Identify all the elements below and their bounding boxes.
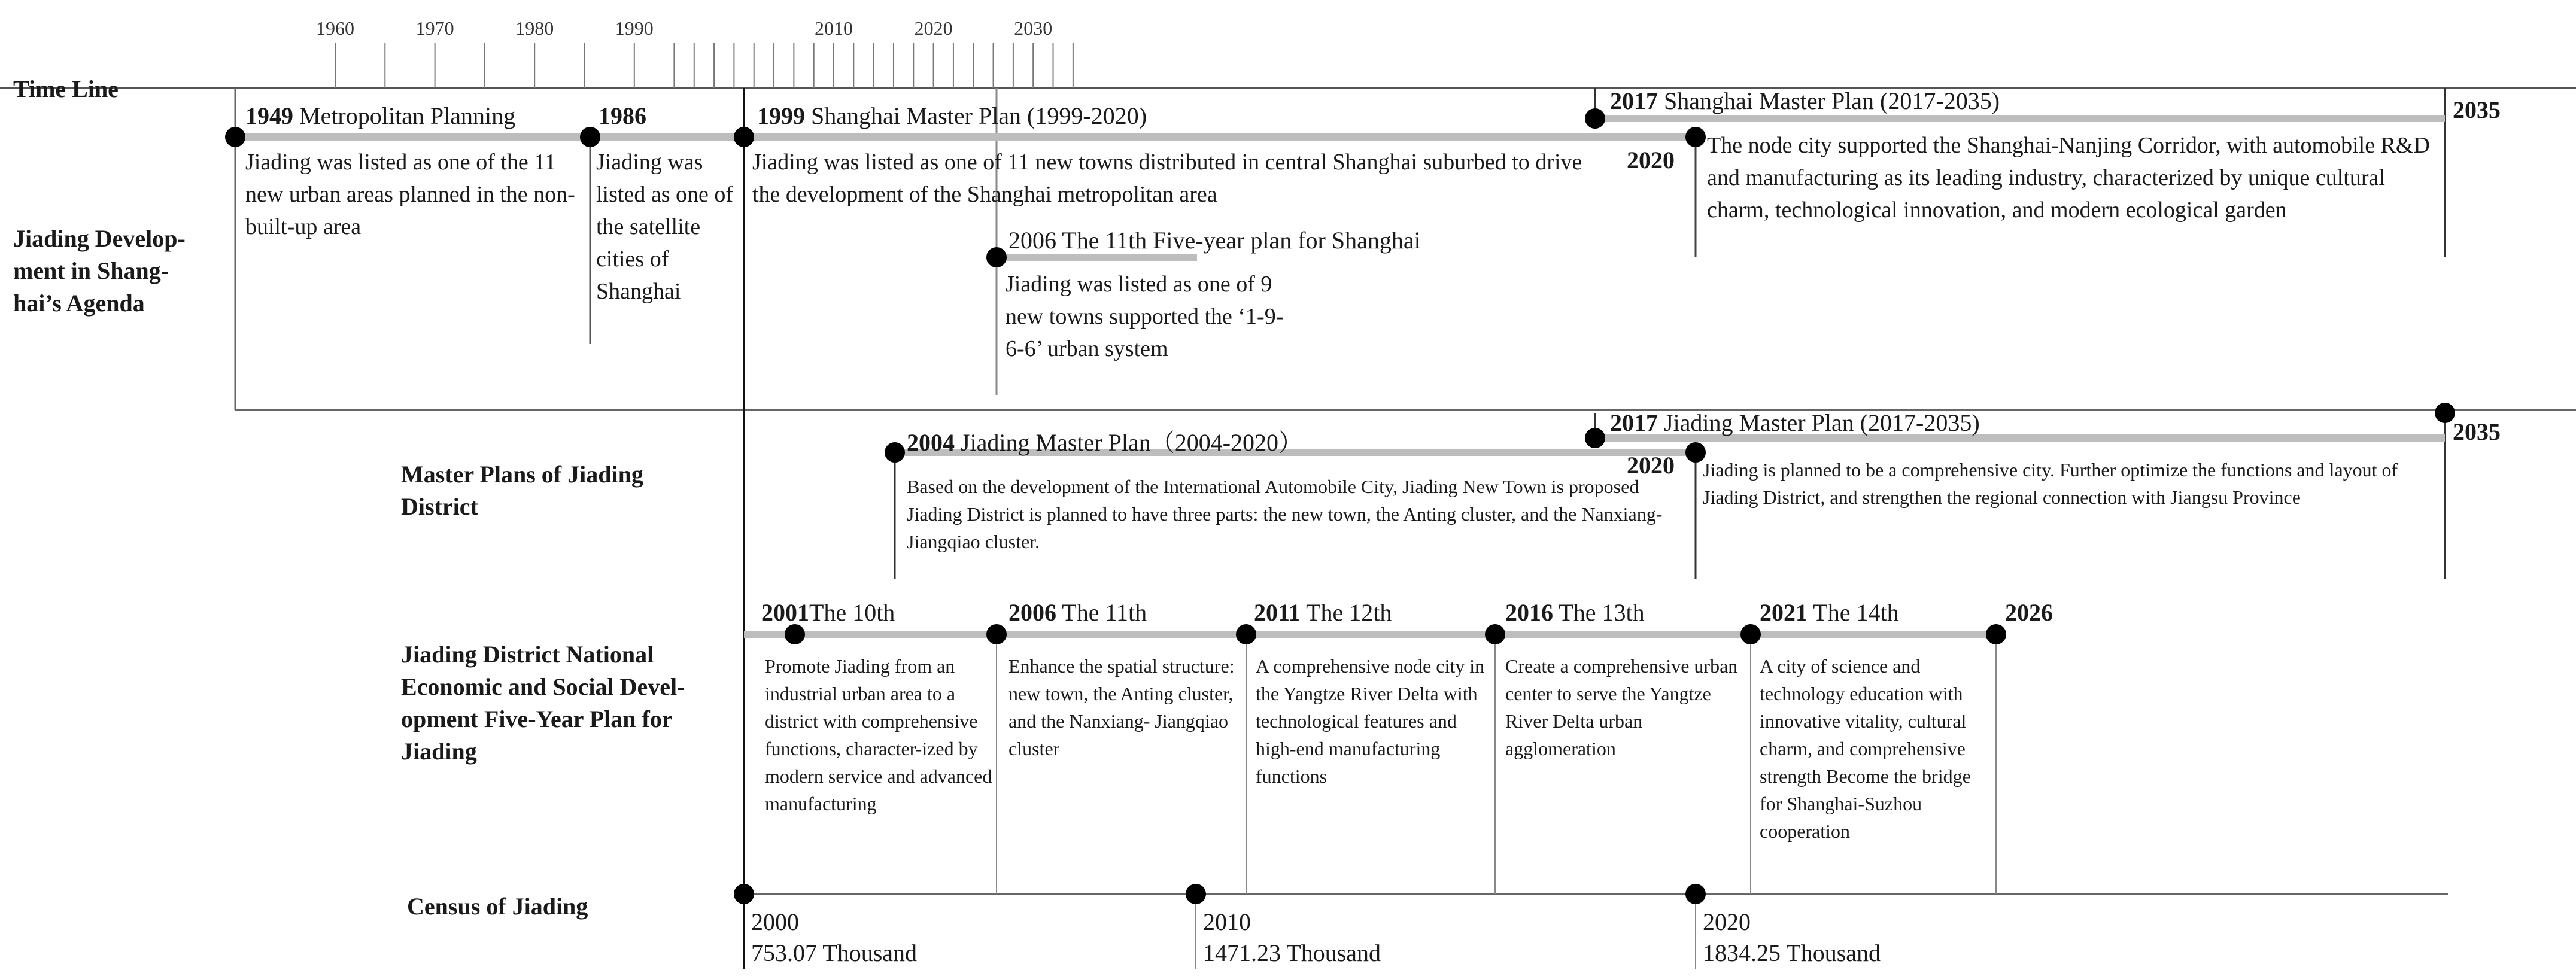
fiveyear-2011-year: 2011 (1254, 599, 1301, 626)
fiveyear-2001-desc: Promote Jiading from an industrial urban area to a district with comprehensive functions, character-ized by modern service and advanced manufacturing (765, 655, 992, 814)
jiading-2004-title (907, 424, 1302, 458)
axis-ticks (316, 17, 1073, 88)
axis-tick-label-2030: 2030 (1014, 17, 1053, 39)
fiveyear-2011-title (1254, 598, 1392, 627)
plan-2017-shanghai-end: 2035 (2453, 96, 2501, 123)
jiading-2004-name: Jiading Master Plan（2004-2020） (961, 429, 1303, 456)
jiading-2017-year: 2017 (1610, 409, 1658, 436)
dot-2010-census (1186, 884, 1206, 904)
dot-1986 (580, 127, 600, 147)
census-2000 (751, 907, 917, 969)
dot-2001-fiveyear (785, 624, 805, 644)
five-year-row-label: Jiading District National Economic and Social Devel-opment Five-Year Plan for Jiading (401, 641, 685, 765)
fiveyear-2021-desc: A city of science and technology education with innovative vitality, cultural charm, and comprehensive strength Become the bridge for Shanghai-Suzhou cooperation (1760, 655, 1971, 842)
fiveyear-2001-title (761, 598, 895, 627)
fiveyear-2016-name: The 13th (1559, 599, 1645, 626)
axis-tick-label-1970: 1970 (415, 17, 454, 39)
dot-1949 (225, 127, 245, 147)
plan-1986-title (599, 102, 646, 130)
jiading-2004-year: 2004 (907, 429, 955, 456)
plan-1986-desc: Jiading was listed as one of the satellite cities of Shanghai (596, 150, 734, 304)
axis-tick-label-2020: 2020 (914, 17, 953, 39)
plan-2006-shanghai-title: 2006 The 11th Five-year plan for Shanghai (1008, 227, 1421, 254)
plan-2017-shanghai-name: Shanghai Master Plan (2017-2035) (1664, 87, 2000, 114)
plan-2017-shanghai-desc: The node city supported the Shanghai-Nanjing Corridor, with automobile R&D and manufacturing as its leading industry, characterized by unique cultural charm, technological innovation, and modern ecological garden (1707, 133, 2430, 223)
census-2020-value: 1834.25 Thousand (1703, 940, 1881, 966)
census-2000-year: 2000 (751, 908, 799, 935)
jiading-2017-name: Jiading Master Plan (2017-2035) (1664, 409, 1980, 436)
jiading-2017-desc: Jiading is planned to be a comprehensive city. Further optimize the functions and layout of Jiading District, and strengthen the regional connection with Jiangsu Province (1703, 459, 2398, 508)
jiading-2017-title (1610, 409, 1980, 437)
fiveyear-2016-title (1505, 598, 1645, 627)
dot-2021-fiveyear (1740, 624, 1761, 644)
census-2000-value: 753.07 Thousand (751, 940, 918, 966)
plan-1999-year: 1999 (757, 102, 805, 129)
census-row-label: Census of Jiading (407, 893, 588, 920)
dot-2035-jiading (2435, 403, 2455, 423)
axis-tick-label-2010: 2010 (815, 17, 853, 39)
axis-tick-label-1960: 1960 (316, 17, 354, 39)
dot-2006-plan (986, 247, 1007, 267)
fiveyear-2011-name: The 12th (1306, 599, 1392, 626)
dot-2011-fiveyear (1236, 624, 1256, 644)
census-2010-value: 1471.23 Thousand (1203, 940, 1381, 966)
fiveyear-2006-year: 2006 (1008, 599, 1056, 626)
dot-2026-fiveyear (1986, 624, 2006, 644)
plan-1949-title (245, 102, 515, 130)
census-2020 (1703, 907, 1881, 969)
census-2010 (1203, 907, 1381, 969)
fiveyear-2006-name: The 11th (1062, 599, 1147, 626)
master-plans-row-label: Master Plans of Jiading District (401, 461, 643, 520)
census-2010-year: 2010 (1203, 908, 1251, 935)
timeline-row-label: Time Line (13, 75, 119, 102)
dot-2016-fiveyear (1485, 624, 1505, 644)
plan-1986-year: 1986 (599, 102, 646, 129)
fiveyear-2011-desc: A comprehensive node city in the Yangtze River Delta with technological features and high-end manufacturing functions (1256, 655, 1485, 787)
fiveyear-2021-title (1760, 598, 1899, 627)
fiveyear-2021-name: The 14th (1813, 599, 1899, 626)
jiading-2017-end: 2035 (2453, 418, 2501, 445)
dot-2000-census (734, 884, 754, 904)
plan-1999-name: Shanghai Master Plan (1999-2020) (811, 102, 1147, 129)
plan-1999-desc: Jiading was listed as one of 11 new towns distributed in central Shanghai suburbed to drive the development of the Shanghai metropolitan area (752, 150, 1582, 207)
fiveyear-end-year: 2026 (2005, 599, 2053, 626)
fiveyear-2006-title (1008, 598, 1147, 627)
jiading-2004-end: 2020 (1627, 452, 1675, 479)
census-2020-year: 2020 (1703, 908, 1751, 935)
dot-2020-shanghai (1685, 127, 1706, 147)
shanghai-agenda-row-label: Jiading Develop-ment in Shang-hai’s Agenda (13, 225, 186, 317)
plan-1999-title (757, 102, 1147, 130)
plan-1999-end: 2020 (1627, 147, 1675, 174)
dot-2017-shanghai (1585, 108, 1605, 129)
plan-1949-name: Metropolitan Planning (299, 102, 516, 129)
dot-2004-jiading (885, 442, 905, 463)
plan-1949-desc: Jiading was listed as one of the 11 new urban areas planned in the non-built-up area (245, 150, 575, 239)
dot-1999 (734, 127, 754, 147)
fiveyear-2001-year: 2001 (761, 599, 809, 626)
fiveyear-2021-year: 2021 (1760, 599, 1808, 626)
plan-1949-year: 1949 (245, 102, 293, 129)
dot-2017-jiading (1585, 428, 1605, 448)
axis-tick-label-1990: 1990 (615, 17, 654, 39)
plan-2017-shanghai-year: 2017 (1610, 87, 1658, 114)
fiveyear-2016-desc: Create a comprehensive urban center to serve the Yangtze River Delta urban agglomeration (1505, 655, 1738, 759)
axis-tick-label-1980: 1980 (515, 17, 554, 39)
plan-2017-shanghai-title (1610, 87, 2000, 115)
fiveyear-2016-year: 2016 (1505, 599, 1553, 626)
plan-2006-shanghai-desc: Jiading was listed as one of 9 new towns supported the ‘1-9-6-6’ urban system (1006, 272, 1284, 361)
fiveyear-2006-desc: Enhance the spatial structure: new town, the Anting cluster, and the Nanxiang- Jiangqiao cluster (1008, 655, 1235, 759)
dot-2020-census (1685, 884, 1706, 904)
jiading-2004-desc: Based on the development of the International Automobile City, Jiading New Town is proposed Jiading District is planned to have three parts: the new town, the Anting cluster, and the Nanxiang- Jiangqiao cluster. (907, 476, 1663, 552)
fiveyear-2001-name: The 10th (809, 599, 895, 626)
dot-2006-fiveyear (986, 624, 1007, 644)
